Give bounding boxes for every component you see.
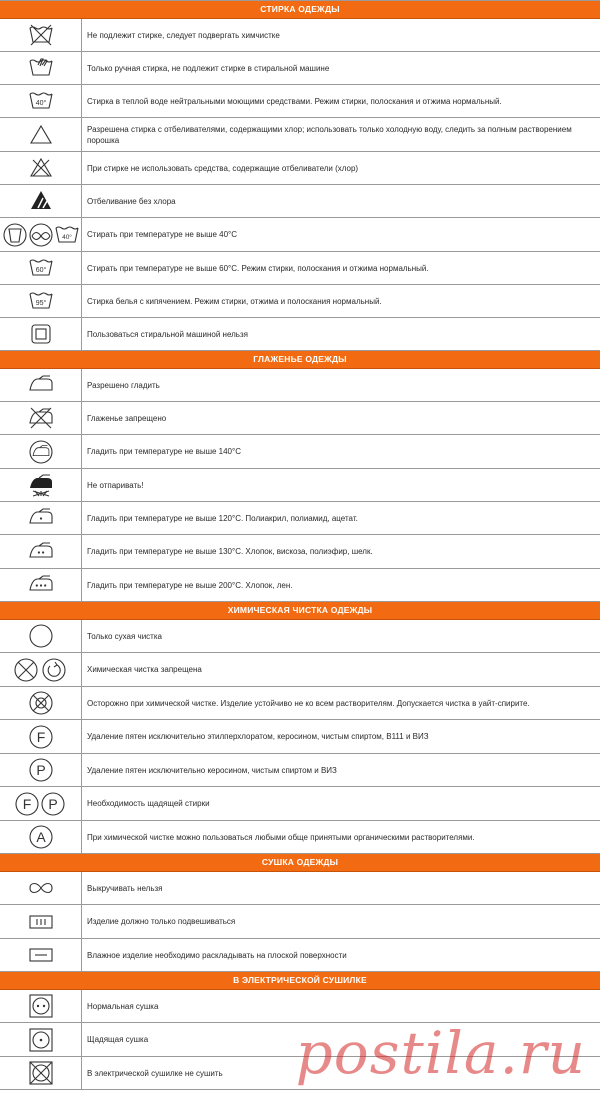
section-header: ХИМИЧЕСКАЯ ЧИСТКА ОДЕЖДЫ xyxy=(0,602,600,620)
table-row xyxy=(0,905,600,939)
symbol-description: Гладить при температуре не выше 120°С. Полиакрил, полиамид, ацетат. xyxy=(87,513,358,523)
table-row xyxy=(0,787,600,821)
table-row xyxy=(0,185,600,218)
no-dry-clean-icon xyxy=(0,653,82,686)
no-wash-crossed-tub-icon xyxy=(0,19,82,51)
symbol-description: Удаление пятен исключительно этилперхлоратом, керосином, чистым спиртом, В111 и ВИЗ xyxy=(87,732,429,741)
wash-40-combo-icon xyxy=(0,218,82,251)
dry-clean-f-icon xyxy=(0,720,82,753)
table-row xyxy=(0,535,600,569)
dry-clean-fp-icon xyxy=(0,787,82,820)
no-iron-icon xyxy=(0,402,82,434)
table-row xyxy=(0,569,600,602)
table-row xyxy=(0,620,600,653)
icon-label: F xyxy=(36,728,45,745)
section-header: В ЭЛЕКТРИЧЕСКОЙ СУШИЛКЕ xyxy=(0,972,600,990)
tumble-dry-normal-icon xyxy=(0,990,82,1022)
icon-label: F xyxy=(22,795,31,812)
symbol-description: Осторожно при химической чистке. Изделие устойчиво не ко всем растворителям. Допускается чистка в уайт-спирите. xyxy=(87,698,530,708)
table-row xyxy=(0,872,600,905)
table-row xyxy=(0,218,600,252)
symbol-description: Гладить при температуре не выше 200°С. Хлопок, лен. xyxy=(87,580,293,590)
table-row xyxy=(0,318,600,351)
wash-40-icon xyxy=(0,85,82,117)
no-steam-icon xyxy=(0,469,82,501)
table-row xyxy=(0,1057,600,1090)
bleach-triangle-icon xyxy=(0,118,82,151)
symbol-description: Гладить при температуре не выше 130°С. Хлопок, вискоза, полиэфир, шелк. xyxy=(87,547,373,556)
symbol-description: Стирка в теплой воде нейтральными моющими средствами. Режим стирки, полоскания и отжима нормальный. xyxy=(87,96,502,106)
table-row xyxy=(0,152,600,185)
tumble-dry-gentle-icon xyxy=(0,1023,82,1056)
symbol-description: Нормальная сушка xyxy=(87,1001,159,1011)
icon-label: 40° xyxy=(61,233,72,241)
symbol-description: Химическая чистка запрещена xyxy=(87,665,202,674)
table-row xyxy=(0,821,600,854)
no-wring-icon xyxy=(0,872,82,904)
dry-flat-icon xyxy=(0,939,82,971)
symbol-description: В электрической сушилке не сушить xyxy=(87,1068,223,1078)
table-row xyxy=(0,720,600,754)
symbol-description: Удаление пятен исключительно керосином, чистым спиртом и ВИЗ xyxy=(87,765,337,775)
wash-95-icon xyxy=(0,285,82,317)
table-row xyxy=(0,502,600,535)
icon-label: 60° xyxy=(35,267,46,274)
careful-dry-clean-icon xyxy=(0,687,82,719)
symbol-description: Влажное изделие необходимо раскладывать на плоской поверхности xyxy=(87,950,347,960)
symbol-description: Разрешено гладить xyxy=(87,380,160,390)
symbol-description: При химической чистке можно пользоваться любыми обще принятыми органическими растворителями. xyxy=(87,832,475,842)
section-header: ГЛАЖЕНЬЕ ОДЕЖДЫ xyxy=(0,351,600,369)
table-row xyxy=(0,990,600,1023)
dry-clean-p-icon xyxy=(0,754,82,786)
no-machine-wash-icon xyxy=(0,318,82,350)
table-row xyxy=(0,118,600,152)
symbol-description: Стирать при температуре не выше 60°С. Режим стирки, полоскания и отжима нормальный. xyxy=(87,263,429,273)
table-row xyxy=(0,1023,600,1057)
line-dry-icon xyxy=(0,905,82,938)
table-row xyxy=(0,285,600,318)
table-row xyxy=(0,402,600,435)
iron-icon xyxy=(0,369,82,401)
icon-label: P xyxy=(35,762,46,778)
section-header: СУШКА ОДЕЖДЫ xyxy=(0,854,600,872)
wash-60-icon xyxy=(0,252,82,284)
symbol-description: Разрешена стирка с отбеливателями, содержащими хлор; использовать только холодную воду, следить за полным растворением порошка xyxy=(87,124,572,145)
icon-label: 40° xyxy=(35,100,46,107)
icon-label: 95° xyxy=(35,300,46,307)
table-row xyxy=(0,252,600,285)
symbol-description: Пользоваться стиральной машиной нельзя xyxy=(87,329,248,339)
table-row xyxy=(0,939,600,972)
symbol-description: Не подлежит стирке, следует подвергать химчистке xyxy=(87,30,280,40)
iron-one-dot-icon xyxy=(0,502,82,534)
dry-clean-a-icon xyxy=(0,821,82,853)
iron-three-dots-icon xyxy=(0,569,82,601)
non-chlorine-bleach-icon xyxy=(0,185,82,217)
table-row xyxy=(0,435,600,469)
section-header: СТИРКА ОДЕЖДЫ xyxy=(0,1,600,19)
iron-two-dots-icon xyxy=(0,535,82,568)
symbol-description: Только сухая чистка xyxy=(87,631,162,641)
symbol-description: При стирке не использовать средства, содержащие отбеливатели (хлор) xyxy=(87,163,359,173)
no-tumble-dry-icon xyxy=(0,1057,82,1089)
table-row xyxy=(0,754,600,787)
symbol-description: Гладить при температуре не выше 140°С xyxy=(87,447,241,456)
symbol-description: Только ручная стирка, не подлежит стирке в стиральной машине xyxy=(87,63,330,73)
table-row xyxy=(0,369,600,402)
iron-140-icon xyxy=(0,435,82,468)
table-row xyxy=(0,687,600,720)
table-row xyxy=(0,19,600,52)
dry-clean-circle-icon xyxy=(0,620,82,652)
table-row xyxy=(0,469,600,502)
symbol-description: Глаженье запрещено xyxy=(87,413,167,423)
symbol-description: Щадящая сушка xyxy=(87,1035,149,1044)
symbol-description: Стирать при температуре не выше 40°С xyxy=(87,230,238,239)
symbol-description: Выкручивать нельзя xyxy=(87,883,163,893)
symbol-description: Не отпаривать! xyxy=(87,480,144,490)
symbol-description: Стирка белья с кипячением. Режим стирки, отжима и полоскания нормальный. xyxy=(87,296,382,306)
table-row xyxy=(0,52,600,85)
icon-label: P xyxy=(47,795,58,812)
symbol-description: Отбеливание без хлора xyxy=(87,196,176,206)
table-row xyxy=(0,85,600,118)
watermark: postila.ru xyxy=(295,1019,586,1087)
icon-label: A xyxy=(35,829,46,845)
table-row xyxy=(0,653,600,687)
symbol-description: Необходимость щадящей стирки xyxy=(87,799,210,808)
hand-wash-icon xyxy=(0,52,82,84)
no-bleach-icon xyxy=(0,152,82,184)
symbol-description: Изделие должно только подвешиваться xyxy=(87,917,236,926)
